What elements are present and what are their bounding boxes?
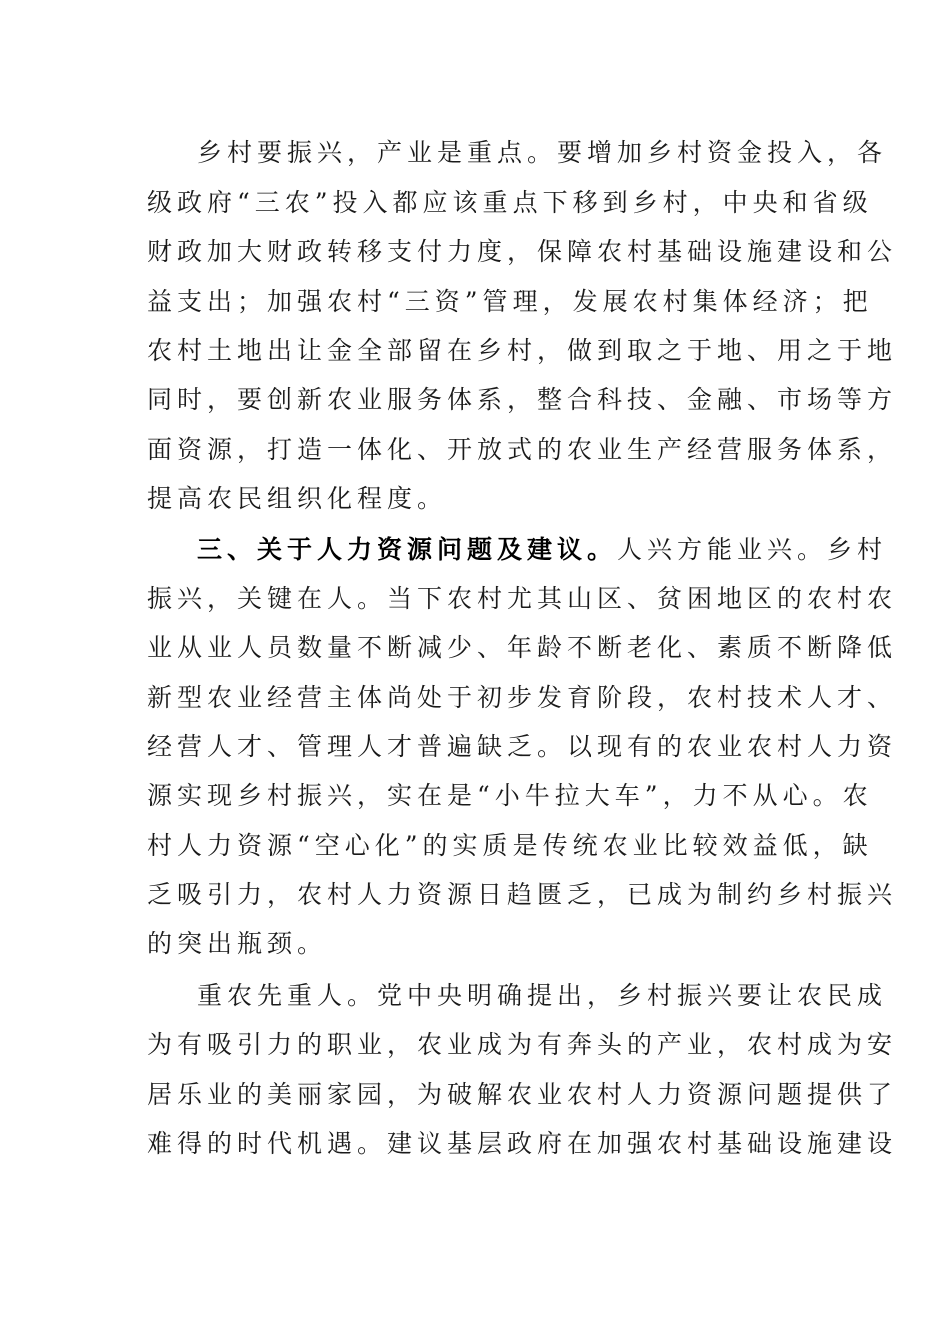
paragraph-1-line-7: 面资源，打造一体化、开放式的农业生产经营服务体系， — [147, 435, 898, 464]
paragraph-2-line-1-text: 人兴方能业兴。乡村 — [617, 535, 888, 564]
paragraph-2-line-6: 源实现乡村振兴，实在是“小牛拉大车”，力不从心。农 — [147, 781, 873, 810]
paragraph-1-line-5: 农村土地出让金全部留在乡村，做到取之于地、用之于地 — [147, 336, 898, 365]
paragraph-3-line-1: 重农先重人。党中央明确提出，乡村振兴要让农民成 — [197, 981, 888, 1010]
paragraph-2-line-8: 乏吸引力，农村人力资源日趋匮乏，已成为制约乡村振兴 — [147, 880, 898, 909]
paragraph-1-line-6: 同时，要创新农业服务体系，整合科技、金融、市场等方 — [147, 385, 898, 414]
paragraph-1-line-4: 益支出；加强农村“三资”管理，发展农村集体经济；把 — [147, 287, 873, 316]
paragraph-2-line-1 — [197, 530, 887, 570]
paragraph-1-line-3: 财政加大财政转移支付力度，保障农村基础设施建设和公 — [147, 237, 898, 266]
paragraph-1-line-8: 提高农民组织化程度。 — [147, 484, 448, 513]
paragraph-2-line-4: 新型农业经营主体尚处于初步发育阶段，农村技术人才、 — [147, 683, 898, 712]
paragraph-3-line-3: 居乐业的美丽家园，为破解农业农村人力资源问题提供了 — [147, 1080, 898, 1109]
paragraph-3-line-2: 为有吸引力的职业，农业成为有奔头的产业，农村成为安 — [147, 1030, 898, 1059]
paragraph-1-line-1: 乡村要振兴，产业是重点。要增加乡村资金投入，各 — [197, 138, 888, 167]
paragraph-3-line-4: 难得的时代机遇。建议基层政府在加强农村基础设施建设 — [147, 1129, 898, 1158]
paragraph-2-line-3: 业从业人员数量不断减少、年龄不断老化、素质不断降低 — [147, 633, 898, 662]
paragraph-1-line-2: 级政府“三农”投入都应该重点下移到乡村，中央和省级 — [147, 188, 873, 217]
paragraph-2-line-9: 的突出瓶颈。 — [147, 929, 328, 958]
paragraph-2-line-7: 村人力资源“空心化”的实质是传统农业比较效益低，缺 — [147, 831, 873, 860]
paragraph-2-line-5: 经营人才、管理人才普遍缺乏。以现有的农业农村人力资 — [147, 732, 898, 761]
paragraph-2-line-2: 振兴，关键在人。当下农村尤其山区、贫困地区的农村农 — [147, 584, 898, 613]
section-heading: 三、关于人力资源问题及建议。 — [197, 535, 618, 564]
